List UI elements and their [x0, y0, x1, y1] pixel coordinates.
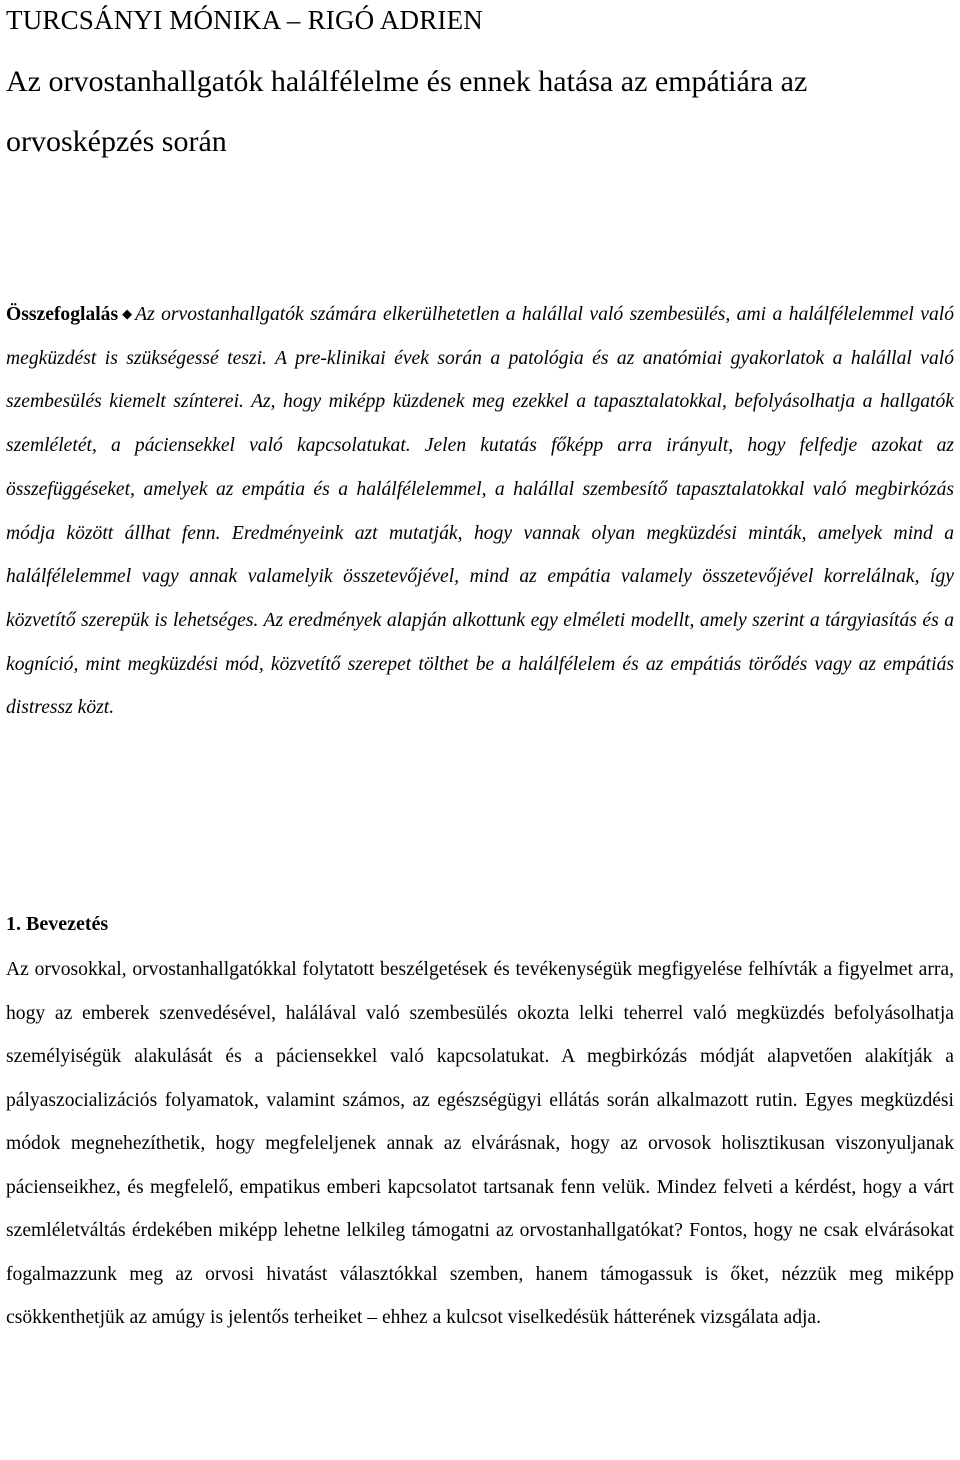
abstract-text: Az orvostanhallgatók számára elkerülhetetlen a halállal való szembesülés, ami a halálfélelemmel való megküzdést is szükségessé teszi. A pre-klinikai évek során a patológia és az anatómiai gyakorlatok a halállal való szembesülés kiemelt színterei. Az, hogy miképp küzdenek meg ezekkel a tapasztalatokkal, befolyásolhatja a hallgatók szemléletét, a páciensekkel való kapcsolatukat. Jelen kutatás főképp arra irányult, hogy felfedje azokat az összefüggéseket, amelyek az empátia és a halálfélelemmel, a halállal szembesítő tapasztalatokkal való megbirkózás módja között állhat fenn. Eredményeink azt mutatják, hogy vannak olyan megküzdési minták, amelyek mind a halálfélelemmel vagy annak valamelyik összetevőjével, mind az empátia valamely összetevőjével korrelálnak, így közvetítő szerepük is lehetséges. Az eredmények alapján alkottunk egy elméleti modellt, amely szerint a tárgyiasítás és a kogníció, mint megküzdési mód, közvetítő szerepet tölthet be a halálfélelem és az empátiás törődés vagy az empátiás distressz közt.	[6, 304, 954, 719]
diamond-separator-icon: ◆	[122, 306, 133, 321]
abstract	[6, 292, 954, 730]
author-names: TURCSÁNYI MÓNIKA – RIGÓ ADRIEN	[6, 5, 484, 35]
abstract-label: Összefoglalás	[6, 304, 119, 325]
section-body-text: Az orvosokkal, orvostanhallgatókkal folytatott beszélgetések és tevékenységük megfigyelése felhívták a figyelmet arra, hogy az emberek szenvedésével, halálával való szembesülés okozta lelki teherrel való megküzdés befolyásolhatja személyiségük alakulását és a páciensekkel való kapcsolatukat. A megbirkózás módját alapvetően alakítják a pályaszocializációs folyamatok, valamint számos, az egészségügyi ellátás során alkalmazott rutin. Egyes megküzdési módok megnehezíthetik, hogy megfeleljenek annak az elvárásnak, hogy az orvosok holisztikusan viszonyuljanak pácienseikhez, és megfelelő, empatikus emberi kapcsolatot tartsanak fenn velük. Mindez felveti a kérdést, hogy a várt szemléletváltás érdekében miképp lehetne lelkileg támogatni az orvostanhallgatókat? Fontos, hogy ne csak elvárásokat fogalmazzunk meg az orvosi hivatást választókkal szemben, hanem támogassuk is őket, nézzük meg miképp csökkenthetjük az amúgy is jelentős terheiket – ehhez a kulcsot viselkedésük hátterének vizsgálata adja.	[6, 959, 954, 1328]
section-heading: 1. Bevezetés	[6, 913, 109, 935]
paper-title: Az orvostanhallgatók halálfélelme és ennek hatása az empátiára az orvosképzés során	[6, 65, 808, 158]
